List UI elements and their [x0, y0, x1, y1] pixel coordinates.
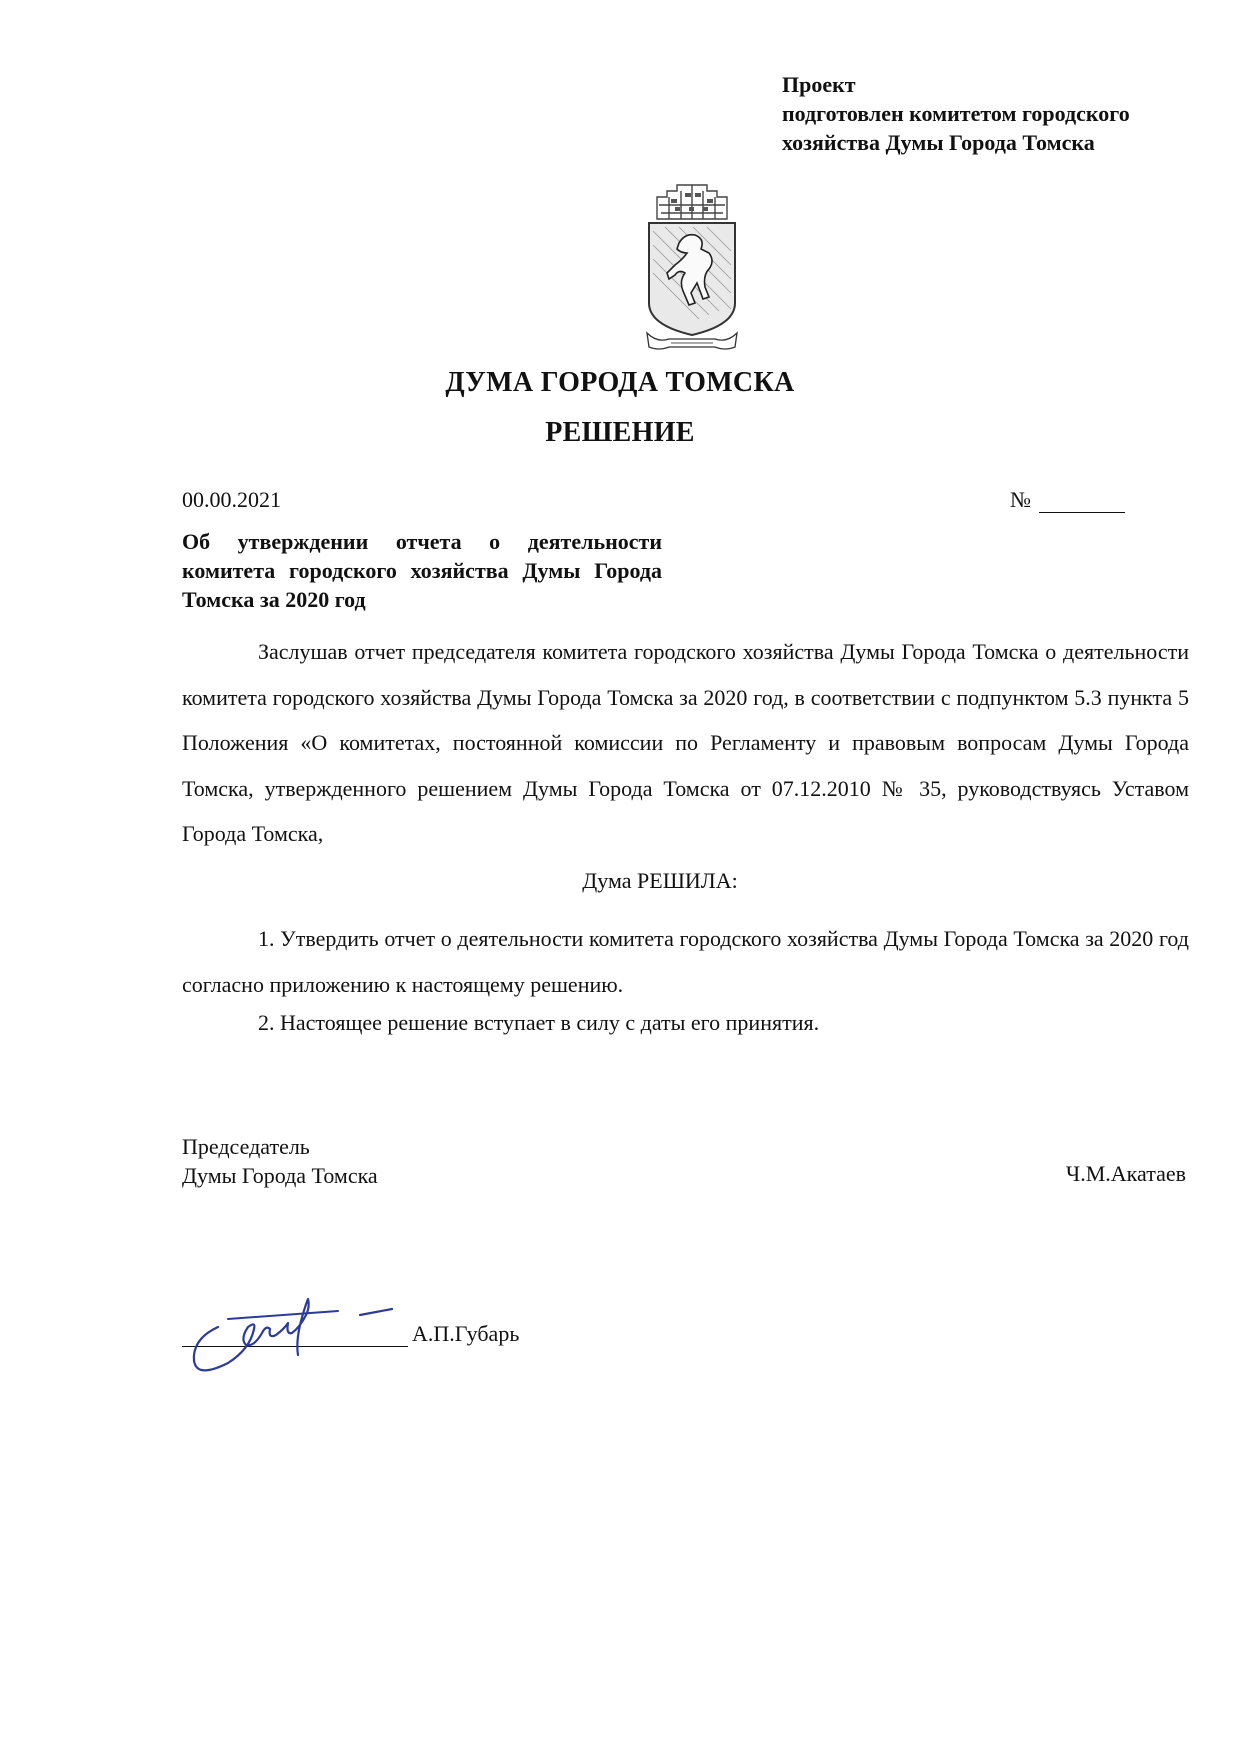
decision-item: 2. Настоящее решение вступает в силу с даты его принятия.	[258, 1010, 820, 1035]
document-date: 00.00.2021	[182, 487, 281, 512]
document-subject: Об утверждении отчета о деятельности комитета городского хозяйства Думы Города Томска за 2020 год	[182, 529, 662, 612]
project-note-line: хозяйства Думы Города Томска	[782, 130, 1095, 155]
tomsk-coat-of-arms-icon	[639, 183, 745, 353]
decision-item: 1. Утвердить отчет о деятельности комитета городского хозяйства Думы Города Томска за 2020 год согласно приложению к настоящему решению.	[182, 926, 1189, 997]
decision-heading: Дума РЕШИЛА:	[582, 868, 738, 893]
number-blank-line	[1039, 492, 1125, 513]
document-kind: РЕШЕНИЕ	[545, 417, 695, 448]
chair-name: Ч.М.Акатаев	[1065, 1161, 1186, 1186]
handwritten-signature	[188, 1285, 433, 1385]
project-note-line: подготовлен комитетом городского	[782, 101, 1130, 126]
project-note-line: Проект	[782, 72, 856, 97]
chair-title	[182, 1132, 378, 1190]
performer-name: А.П.Губарь	[412, 1321, 520, 1346]
document-number	[1010, 487, 1125, 513]
preamble-paragraph: Заслушав отчет председателя комитета городского хозяйства Думы Города Томска о деятельности комитета городского хозяйства Думы Города Томска за 2020 год, в соответствии с подпунктом 5.3 пункта 5 Положения «О комитетах, постоянной комиссии по Регламенту и правовым вопросам Думы Города Томска, утвержденного решением Думы Города Томска от 07.12.2010 № 35, руководствуясь Уставом Города Томска,	[182, 639, 1189, 846]
project-note	[782, 70, 1130, 157]
chair-title-line: Думы Города Томска	[182, 1163, 378, 1188]
number-label: №	[1010, 487, 1031, 512]
chair-title-line: Председатель	[182, 1134, 310, 1159]
organization-title: ДУМА ГОРОДА ТОМСКА	[445, 367, 795, 398]
